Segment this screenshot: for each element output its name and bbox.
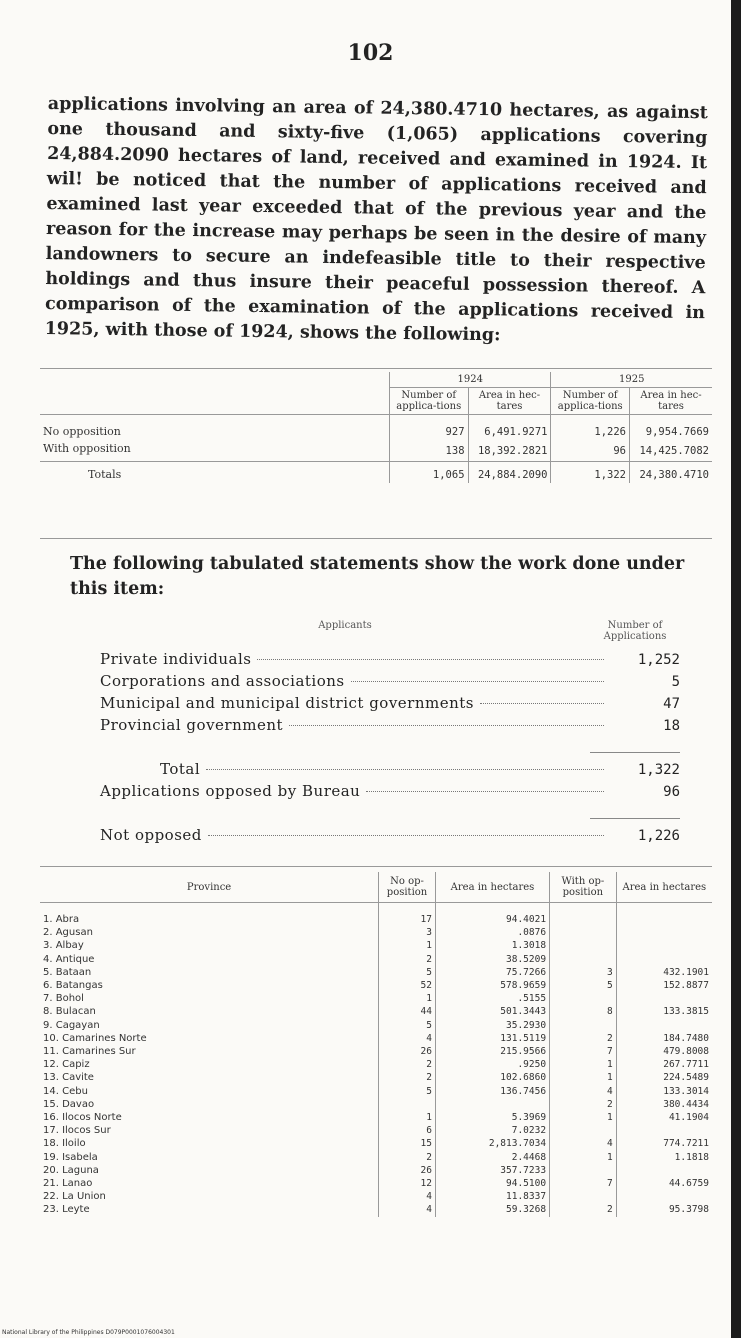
province-header: Province bbox=[40, 872, 379, 903]
area-with-opposition-cell bbox=[616, 903, 712, 927]
opposed-value: 96 bbox=[663, 784, 680, 800]
with-opposition-header: With op-position bbox=[550, 872, 617, 903]
area-1924-header: Area in hec-tares bbox=[468, 388, 551, 415]
province-name-cell: 16. Ilocos Norte bbox=[43, 1112, 122, 1124]
with-opposition-cell: 1 bbox=[550, 1151, 617, 1164]
table-row bbox=[40, 1058, 712, 1071]
table-row bbox=[40, 1019, 712, 1032]
list-item bbox=[100, 650, 680, 672]
area-no-opposition-cell: .9250 bbox=[435, 1058, 549, 1071]
no-opposition-cell: 12 bbox=[379, 1177, 436, 1190]
province-name-cell: 4. Antique bbox=[43, 953, 95, 965]
province-name-cell: 7. Bohol bbox=[43, 993, 84, 1005]
table-row bbox=[40, 1032, 712, 1045]
area-no-opposition-cell: 2,813.7034 bbox=[435, 1137, 549, 1150]
comparison-blank-header bbox=[40, 372, 390, 388]
row-value: 18 bbox=[663, 718, 680, 734]
with-opposition-cell: 2 bbox=[550, 1032, 617, 1045]
province-name-cell: 17. Ilocos Sur bbox=[43, 1125, 111, 1137]
area-no-opposition-cell: 102.6860 bbox=[435, 1071, 549, 1084]
area-no-opposition-cell: 35.2930 bbox=[435, 1019, 549, 1032]
province-name-cell: 22. La Union bbox=[43, 1191, 106, 1203]
no-opposition-cell: 26 bbox=[379, 1045, 436, 1058]
no-opposition-cell: 2 bbox=[379, 1071, 436, 1084]
with-opposition-cell: 4 bbox=[550, 1085, 617, 1098]
area-with-opposition-cell: 41.1904 bbox=[616, 1111, 712, 1124]
area-no-opposition-cell: 11.8337 bbox=[435, 1190, 549, 1203]
province-name-cell: 15. Davao bbox=[43, 1098, 95, 1110]
province-name-cell: 20. Laguna bbox=[43, 1164, 99, 1176]
no-opposition-cell: 6 bbox=[379, 1124, 436, 1137]
area-with-opposition-cell bbox=[616, 926, 712, 939]
no-opposition-header: No op-position bbox=[379, 872, 436, 903]
with-opposition-cell bbox=[550, 1164, 617, 1177]
with-opposition-cell: 2 bbox=[550, 1203, 617, 1216]
area-no-opposition-cell: 1.3018 bbox=[435, 939, 549, 952]
area-no-opposition-cell: 59.3268 bbox=[435, 1203, 549, 1216]
leader-dots bbox=[208, 835, 604, 836]
cell: 1,065 bbox=[390, 462, 469, 484]
area-no-opposition-cell: 136.7456 bbox=[435, 1085, 549, 1098]
scan-edge bbox=[731, 0, 741, 1338]
with-opposition-cell: 2 bbox=[550, 1098, 617, 1111]
opposed-label: Applications opposed by Bureau bbox=[100, 782, 361, 800]
province-name-cell: 2. Agusan bbox=[43, 927, 93, 939]
no-opposition-cell: 17 bbox=[379, 903, 436, 927]
area-no-opposition-cell: 38.5209 bbox=[435, 953, 549, 966]
no-opposition-cell: 52 bbox=[379, 979, 436, 992]
table-row bbox=[40, 1111, 712, 1124]
row-label: No opposition bbox=[43, 425, 121, 438]
no-opposition-cell: 1 bbox=[379, 1111, 436, 1124]
no-opposition-cell: 1 bbox=[379, 939, 436, 952]
province-table bbox=[40, 872, 712, 1217]
count-1924-header: Number of applica-tions bbox=[390, 388, 469, 415]
province-name-cell: 5. Bataan bbox=[43, 966, 92, 978]
province-table-top-rule bbox=[40, 866, 712, 867]
area-no-opposition-cell: 215.9566 bbox=[435, 1045, 549, 1058]
table-row bbox=[40, 1177, 712, 1190]
with-opposition-cell bbox=[550, 926, 617, 939]
comparison-blank-subheader bbox=[40, 388, 390, 415]
with-opposition-cell bbox=[550, 1019, 617, 1032]
area-no-opposition-cell: 578.9659 bbox=[435, 979, 549, 992]
row-value: 5 bbox=[671, 674, 680, 690]
total-label: Total bbox=[160, 760, 201, 778]
province-name-cell: 21. Lanao bbox=[43, 1178, 93, 1190]
cell: 24,380.4710 bbox=[630, 462, 713, 484]
with-opposition-cell bbox=[550, 953, 617, 966]
not-opposed-row bbox=[100, 826, 680, 848]
footer-credit: National Library of the Philippines D079P0001076004301 bbox=[2, 1329, 175, 1336]
area-with-opposition-cell: 152.8877 bbox=[616, 979, 712, 992]
row-label: Municipal and municipal district governments bbox=[100, 694, 475, 712]
with-opposition-cell: 1 bbox=[550, 1111, 617, 1124]
with-opposition-cell: 7 bbox=[550, 1045, 617, 1058]
table-row bbox=[40, 926, 712, 939]
leader-dots bbox=[257, 659, 604, 660]
area-with-opposition-cell: 95.3798 bbox=[616, 1203, 712, 1216]
area-no-opposition-cell: 94.5100 bbox=[435, 1177, 549, 1190]
leader-dots bbox=[351, 681, 604, 682]
area-no-opposition-cell: 94.4021 bbox=[435, 903, 549, 927]
table-row bbox=[40, 1085, 712, 1098]
row-label: With opposition bbox=[43, 442, 131, 455]
cell: 6,491.9271 bbox=[468, 415, 551, 441]
difference-rule bbox=[590, 818, 680, 820]
area-with-opposition-cell bbox=[616, 1124, 712, 1137]
opposed-row bbox=[100, 782, 680, 804]
comparison-table bbox=[40, 372, 712, 483]
area-with-opposition-cell: 1.1818 bbox=[616, 1151, 712, 1164]
with-opposition-cell bbox=[550, 939, 617, 952]
table-top-rule bbox=[40, 368, 712, 369]
area-with-opposition-cell: 774.7211 bbox=[616, 1137, 712, 1150]
area-with-opposition-cell bbox=[616, 1019, 712, 1032]
applicants-header-right: Number of Applications bbox=[603, 620, 667, 642]
province-name-cell: 12. Capiz bbox=[43, 1059, 90, 1071]
cell: 14,425.7082 bbox=[630, 440, 713, 462]
leader-dots bbox=[366, 791, 604, 792]
with-opposition-cell: 7 bbox=[550, 1177, 617, 1190]
cell: 9,954.7669 bbox=[630, 415, 713, 441]
with-opposition-cell: 1 bbox=[550, 1058, 617, 1071]
with-opposition-cell: 1 bbox=[550, 1071, 617, 1084]
sum-rule bbox=[590, 752, 680, 754]
cell: 18,392.2821 bbox=[468, 440, 551, 462]
paragraph-text: applications involving an area of 24,380.4710 hectares, as against one thousand and sixty-five (1,065) applications covering 24,884.2090 hectares of land, received and examined in 1924. It wil! be noticed that the number of applications received and examined last year exceeded that of the previous year and the reason for the increase may perhaps be seen in the desire of many landowners to secure an indefeasible title to their respective holdings and thus insure their peaceful possession thereof. A comparison of the examination of the applications received in 1925, with those of 1924, shows the following: bbox=[44, 93, 708, 346]
province-name-cell: 19. Isabela bbox=[43, 1151, 98, 1163]
area-with-opposition-cell: 267.7711 bbox=[616, 1058, 712, 1071]
area-with-opposition-cell: 133.3014 bbox=[616, 1085, 712, 1098]
list-item bbox=[100, 694, 680, 716]
with-opposition-cell bbox=[550, 903, 617, 927]
with-opposition-cell: 4 bbox=[550, 1137, 617, 1150]
area-with-opposition-cell bbox=[616, 953, 712, 966]
with-opposition-cell: 3 bbox=[550, 966, 617, 979]
area-with-opposition-cell: 133.3815 bbox=[616, 1005, 712, 1018]
row-value: 1,252 bbox=[637, 652, 680, 668]
year-1924-header: 1924 bbox=[390, 372, 551, 388]
table-row bbox=[40, 1203, 712, 1216]
table-row bbox=[40, 1151, 712, 1164]
province-name-cell: 3. Albay bbox=[43, 940, 84, 952]
table-row bbox=[40, 939, 712, 952]
area-with-opposition-cell: 479.8008 bbox=[616, 1045, 712, 1058]
table-row bbox=[40, 415, 712, 441]
no-opposition-cell: 4 bbox=[379, 1203, 436, 1216]
no-opposition-cell: 2 bbox=[379, 1151, 436, 1164]
area-no-opposition-cell: 501.3443 bbox=[435, 1005, 549, 1018]
province-name-cell: 10. Camarines Norte bbox=[43, 1032, 147, 1044]
table-row bbox=[40, 903, 712, 927]
province-name-cell: 6. Batangas bbox=[43, 980, 103, 992]
table-row bbox=[40, 1164, 712, 1177]
no-opposition-cell: 2 bbox=[379, 1058, 436, 1071]
intro-paragraph bbox=[45, 92, 708, 351]
table-row bbox=[40, 1045, 712, 1058]
province-name-cell: 9. Cagayan bbox=[43, 1019, 100, 1031]
area-no-opposition-cell: .0876 bbox=[435, 926, 549, 939]
with-opposition-cell bbox=[550, 1190, 617, 1203]
area-no-opposition-cell: 357.7233 bbox=[435, 1164, 549, 1177]
province-table-body bbox=[40, 903, 712, 1217]
page-number: 102 bbox=[347, 40, 394, 66]
with-opposition-cell bbox=[550, 992, 617, 1005]
province-name-cell: 18. Iloilo bbox=[43, 1138, 86, 1150]
table-row bbox=[40, 1137, 712, 1150]
no-opposition-cell: 44 bbox=[379, 1005, 436, 1018]
area-no-opposition-cell: .5155 bbox=[435, 992, 549, 1005]
row-label: Corporations and associations bbox=[100, 672, 345, 690]
not-opposed-value: 1,226 bbox=[637, 828, 680, 844]
total-row bbox=[100, 760, 680, 782]
area-with-opposition-cell bbox=[616, 1164, 712, 1177]
area-no-opposition-cell: 131.5119 bbox=[435, 1032, 549, 1045]
applicants-table bbox=[100, 620, 680, 848]
applicants-header-left: Applicants bbox=[318, 620, 372, 631]
no-opposition-cell: 5 bbox=[379, 1019, 436, 1032]
no-opposition-cell: 5 bbox=[379, 1085, 436, 1098]
province-name-cell: 8. Bulacan bbox=[43, 1006, 96, 1018]
list-item bbox=[100, 672, 680, 694]
table-row bbox=[40, 966, 712, 979]
cell: 1,226 bbox=[551, 415, 630, 441]
table-row bbox=[40, 992, 712, 1005]
area-no-opposition-cell: 75.7266 bbox=[435, 966, 549, 979]
area-with-opposition-cell: 380.4434 bbox=[616, 1098, 712, 1111]
area-no-opposition-cell: 7.0232 bbox=[435, 1124, 549, 1137]
row-value: 47 bbox=[663, 696, 680, 712]
applicants-header bbox=[100, 620, 680, 650]
province-name-cell: 11. Camarines Sur bbox=[43, 1046, 136, 1058]
area-with-opposition-cell: 224.5489 bbox=[616, 1071, 712, 1084]
leader-dots bbox=[206, 769, 604, 770]
table-row bbox=[40, 1098, 712, 1111]
total-value: 1,322 bbox=[637, 762, 680, 778]
no-opposition-cell: 4 bbox=[379, 1190, 436, 1203]
table-row bbox=[40, 1071, 712, 1084]
no-opposition-cell: 2 bbox=[379, 953, 436, 966]
table-row bbox=[40, 979, 712, 992]
not-opposed-label: Not opposed bbox=[100, 826, 202, 844]
no-opposition-cell: 4 bbox=[379, 1032, 436, 1045]
with-opposition-cell bbox=[550, 1124, 617, 1137]
cell: 138 bbox=[390, 440, 469, 462]
area-with-opposition-cell: 184.7480 bbox=[616, 1032, 712, 1045]
area-with-opposition-cell bbox=[616, 992, 712, 1005]
no-opposition-cell: 3 bbox=[379, 926, 436, 939]
no-opposition-cell: 1 bbox=[379, 992, 436, 1005]
count-1925-header: Number of applica-tions bbox=[551, 388, 630, 415]
table-row bbox=[40, 1124, 712, 1137]
cell: 927 bbox=[390, 415, 469, 441]
cell: 24,884.2090 bbox=[468, 462, 551, 484]
province-name-cell: 14. Cebu bbox=[43, 1085, 88, 1097]
table-row bbox=[40, 440, 712, 462]
with-opposition-cell: 8 bbox=[550, 1005, 617, 1018]
area-with-opposition-cell bbox=[616, 1190, 712, 1203]
area-no-opposition-cell: 5.3969 bbox=[435, 1111, 549, 1124]
table-bottom-rule bbox=[40, 538, 712, 539]
totals-label: Totals bbox=[40, 462, 390, 484]
area-no-opposition-cell bbox=[435, 1098, 549, 1111]
area-with-opposition-cell bbox=[616, 939, 712, 952]
row-label: Provincial government bbox=[100, 716, 284, 734]
no-opposition-cell bbox=[379, 1098, 436, 1111]
province-name-cell: 13. Cavite bbox=[43, 1072, 94, 1084]
table-row bbox=[40, 1005, 712, 1018]
area-no-opposition-header: Area in hectares bbox=[435, 872, 549, 903]
no-opposition-cell: 15 bbox=[379, 1137, 436, 1150]
no-opposition-cell: 5 bbox=[379, 966, 436, 979]
totals-row bbox=[40, 462, 712, 484]
area-with-opposition-header: Area in hectares bbox=[616, 872, 712, 903]
area-1925-header: Area in hec-tares bbox=[630, 388, 713, 415]
section-subtitle: The following tabulated statements show the work done under this item: bbox=[70, 554, 685, 599]
area-with-opposition-cell: 44.6759 bbox=[616, 1177, 712, 1190]
table-row bbox=[40, 1190, 712, 1203]
cell: 1,322 bbox=[551, 462, 630, 484]
with-opposition-cell: 5 bbox=[550, 979, 617, 992]
leader-dots bbox=[480, 703, 604, 704]
table-row bbox=[40, 953, 712, 966]
row-label: Private individuals bbox=[100, 650, 252, 668]
cell: 96 bbox=[551, 440, 630, 462]
year-1925-header: 1925 bbox=[551, 372, 712, 388]
no-opposition-cell: 26 bbox=[379, 1164, 436, 1177]
list-item bbox=[100, 716, 680, 738]
province-name-cell: 1. Abra bbox=[43, 914, 80, 925]
area-no-opposition-cell: 2.4468 bbox=[435, 1151, 549, 1164]
province-name-cell: 23. Leyte bbox=[43, 1204, 90, 1216]
leader-dots bbox=[289, 725, 604, 726]
area-with-opposition-cell: 432.1901 bbox=[616, 966, 712, 979]
